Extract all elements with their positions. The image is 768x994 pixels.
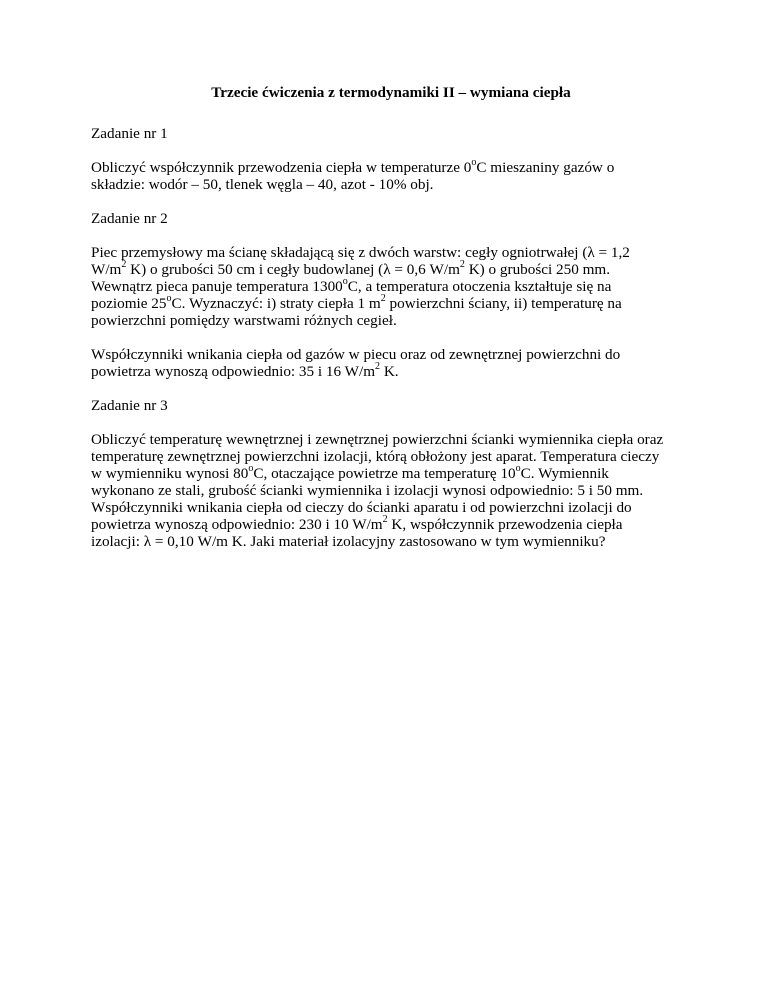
text-segment: C mieszaniny gazów o bbox=[476, 159, 615, 176]
text-line bbox=[91, 431, 691, 448]
text-segment: K) o grubości 50 cm i cegły budowlanej (λ = 0,6 W/m bbox=[126, 261, 460, 278]
text-line bbox=[91, 448, 691, 465]
text-line bbox=[91, 156, 691, 176]
text-segment: Obliczyć współczynnik przewodzenia ciepła w temperaturze 0 bbox=[91, 159, 472, 176]
text-segment: wykonano ze stali, grubość ścianki wymiennika i izolacji wynosi odpowiednio: 5 i 50 mm. bbox=[91, 482, 644, 499]
text-segment: poziomie 25 bbox=[91, 295, 167, 312]
superscript: 2 bbox=[375, 360, 381, 372]
text-line bbox=[91, 258, 691, 278]
text-line bbox=[91, 513, 691, 533]
text-segment: Wewnątrz pieca panuje temperatura 1300 bbox=[91, 278, 343, 295]
superscript: 2 bbox=[382, 513, 388, 525]
text-segment: izolacji: λ = 0,10 W/m K. Jaki materiał izolacyjny zastosowano w tym wymienniku? bbox=[91, 533, 606, 550]
text-segment: C. Wyznaczyć: i) straty ciepła 1 m bbox=[171, 295, 381, 312]
text-line bbox=[91, 292, 691, 312]
text-segment: Obliczyć temperaturę wewnętrznej i zewnętrznej powierzchni ścianki wymiennika ciepła oraz bbox=[91, 431, 664, 448]
task-paragraph bbox=[91, 431, 691, 550]
superscript: 2 bbox=[380, 292, 386, 304]
superscript: 2 bbox=[121, 258, 127, 270]
text-line bbox=[91, 360, 691, 380]
text-segment: C. Wymiennik bbox=[520, 465, 609, 482]
superscript: o bbox=[248, 462, 254, 474]
text-line bbox=[91, 482, 691, 499]
superscript: o bbox=[515, 462, 521, 474]
text-line bbox=[91, 176, 691, 193]
text-segment: K) o grubości 250 mm. bbox=[464, 261, 611, 278]
task-section-3 bbox=[91, 397, 691, 550]
task-section-1 bbox=[91, 125, 691, 193]
text-segment: składzie: wodór – 50, tlenek węgla – 40, azot - 10% obj. bbox=[91, 176, 434, 193]
text-line bbox=[91, 499, 691, 516]
text-line bbox=[91, 462, 691, 482]
task-paragraph bbox=[91, 156, 691, 193]
text-segment: K, współczynnik przewodzenia ciepła bbox=[387, 516, 623, 533]
text-segment: C, otaczające powietrze ma temperaturę 10 bbox=[253, 465, 516, 482]
text-line bbox=[91, 244, 691, 261]
superscript: o bbox=[471, 156, 477, 168]
text-segment: Piec przemysłowy ma ścianę składającą się z dwóch warstw: cegły ogniotrwałej (λ = 1,2 bbox=[91, 244, 630, 261]
text-segment: K. bbox=[380, 363, 399, 380]
text-segment: W/m bbox=[91, 261, 122, 278]
superscript: o bbox=[166, 292, 172, 304]
superscript: 2 bbox=[459, 258, 465, 270]
text-segment: w wymienniku wynosi 80 bbox=[91, 465, 249, 482]
task-paragraph bbox=[91, 244, 691, 329]
text-segment: powietrza wynoszą odpowiednio: 230 i 10 W/m bbox=[91, 516, 383, 533]
text-line bbox=[91, 312, 691, 329]
task-heading: Zadanie nr 3 bbox=[91, 397, 168, 414]
text-segment: temperaturę zewnętrznej powierzchni izolacji, którą obłożony jest aparat. Temperatura cieczy bbox=[91, 448, 660, 465]
text-line bbox=[91, 275, 691, 295]
task-section-2 bbox=[91, 210, 691, 380]
text-segment: Współczynniki wnikania ciepła od cieczy do ścianki aparatu i od powierzchni izolacji do bbox=[91, 499, 632, 516]
text-line bbox=[91, 533, 691, 550]
document-content bbox=[91, 84, 691, 567]
text-segment: C, a temperatura otoczenia kształtuje się na bbox=[347, 278, 612, 295]
text-segment: powierzchni pomiędzy warstwami różnych cegieł. bbox=[91, 312, 397, 329]
task-paragraph bbox=[91, 346, 691, 380]
task-heading: Zadanie nr 2 bbox=[91, 210, 168, 227]
text-segment: Współczynniki wnikania ciepła od gazów w piecu oraz od zewnętrznej powierzchni do bbox=[91, 346, 621, 363]
task-heading: Zadanie nr 1 bbox=[91, 125, 168, 142]
document-title: Trzecie ćwiczenia z termodynamiki II – wymiana ciepła bbox=[211, 84, 571, 101]
text-segment: powierzchni ściany, ii) temperaturę na bbox=[385, 295, 622, 312]
superscript: o bbox=[342, 275, 348, 287]
text-line bbox=[91, 346, 691, 363]
text-segment: powietrza wynoszą odpowiednio: 35 i 16 W/m bbox=[91, 363, 376, 380]
task-list bbox=[91, 125, 691, 550]
